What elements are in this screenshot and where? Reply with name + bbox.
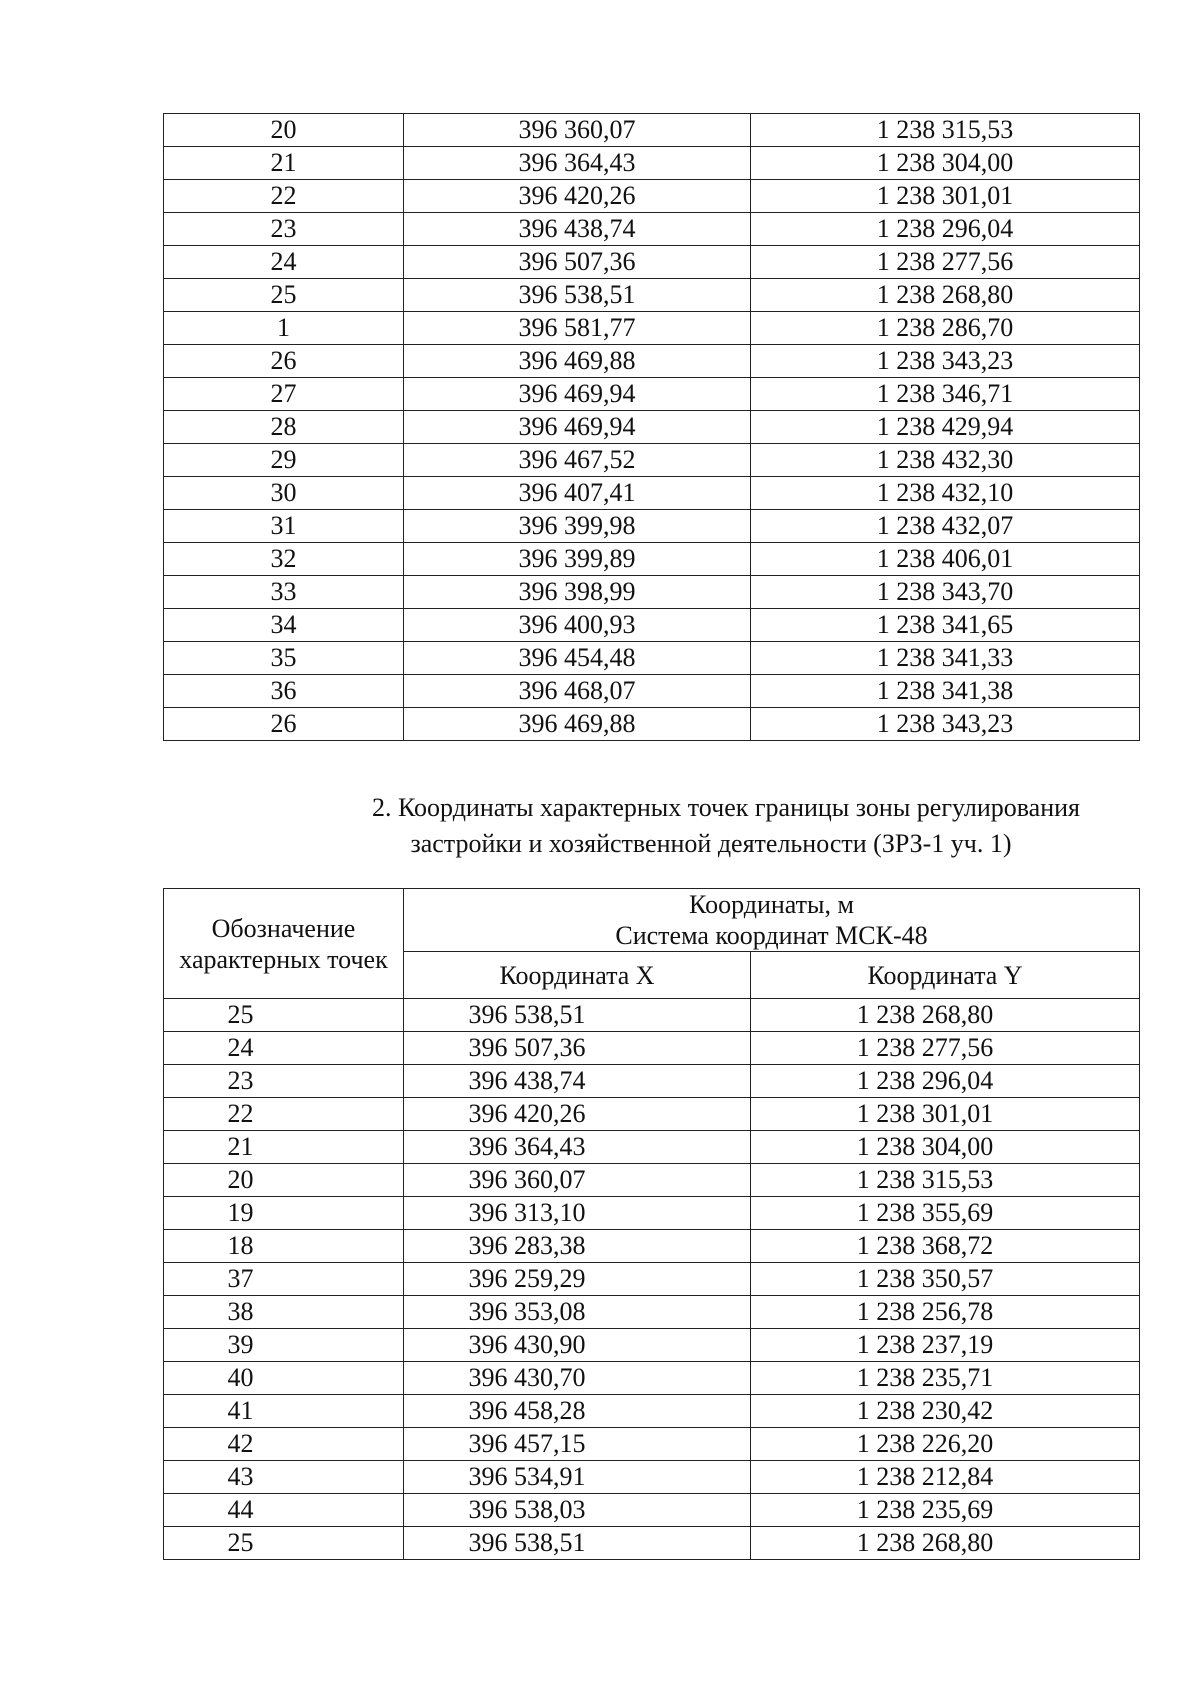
point-number: 23	[164, 1065, 404, 1098]
coordinate-y: 1 238 315,53	[751, 114, 1140, 147]
coordinate-x: 396 467,52	[404, 444, 751, 477]
point-number: 42	[164, 1428, 404, 1461]
point-number: 40	[164, 1362, 404, 1395]
coordinate-x: 396 538,51	[404, 999, 751, 1032]
coordinate-y: 1 238 230,42	[751, 1395, 1140, 1428]
coordinate-y: 1 238 343,70	[751, 576, 1140, 609]
coordinate-x: 396 398,99	[404, 576, 751, 609]
table-row	[164, 279, 1140, 312]
coordinate-y: 1 238 432,07	[751, 510, 1140, 543]
table-row	[164, 477, 1140, 510]
table-row	[164, 1395, 1140, 1428]
coordinate-y: 1 238 296,04	[751, 1065, 1140, 1098]
table-row	[164, 1032, 1140, 1065]
section-2-title-line-2: застройки и хозяйственной деятельности (ЗРЗ-1 уч. 1)	[410, 829, 1012, 858]
point-number: 22	[164, 180, 404, 213]
coordinate-y: 1 238 341,33	[751, 642, 1140, 675]
point-number: 21	[164, 147, 404, 180]
coordinate-x: 396 538,51	[404, 279, 751, 312]
point-number: 28	[164, 411, 404, 444]
point-number: 1	[164, 312, 404, 345]
table-row	[164, 999, 1140, 1032]
coordinate-x: 396 430,70	[404, 1362, 751, 1395]
coordinate-y: 1 238 341,65	[751, 609, 1140, 642]
point-number: 26	[164, 345, 404, 378]
table-row	[164, 114, 1140, 147]
coordinate-y: 1 238 429,94	[751, 411, 1140, 444]
header-coordinates	[404, 889, 1140, 952]
coordinate-x: 396 507,36	[404, 246, 751, 279]
coordinate-x: 396 468,07	[404, 675, 751, 708]
coordinate-x: 396 399,98	[404, 510, 751, 543]
point-number: 24	[164, 246, 404, 279]
coordinate-y: 1 238 432,30	[751, 444, 1140, 477]
point-number: 25	[164, 1527, 404, 1560]
coordinate-x: 396 538,03	[404, 1494, 751, 1527]
coordinate-x: 396 438,74	[404, 213, 751, 246]
point-number: 39	[164, 1329, 404, 1362]
point-number: 36	[164, 675, 404, 708]
table-row	[164, 1296, 1140, 1329]
coordinate-y: 1 238 256,78	[751, 1296, 1140, 1329]
coordinate-y: 1 238 304,00	[751, 1131, 1140, 1164]
coordinate-y: 1 238 277,56	[751, 1032, 1140, 1065]
coordinate-x: 396 353,08	[404, 1296, 751, 1329]
coordinate-x: 396 400,93	[404, 609, 751, 642]
coordinate-y: 1 238 368,72	[751, 1230, 1140, 1263]
coordinate-y: 1 238 304,00	[751, 147, 1140, 180]
table-row	[164, 1494, 1140, 1527]
coordinate-y: 1 238 268,80	[751, 279, 1140, 312]
table-row	[164, 1164, 1140, 1197]
coordinate-x: 396 469,88	[404, 708, 751, 741]
coordinate-x: 396 534,91	[404, 1461, 751, 1494]
point-number: 19	[164, 1197, 404, 1230]
zrz-coordinates-table	[163, 888, 1140, 1560]
coordinate-x: 396 469,94	[404, 378, 751, 411]
table-row	[164, 1230, 1140, 1263]
table-row	[164, 411, 1140, 444]
section-2-title	[163, 790, 1139, 862]
table-row	[164, 543, 1140, 576]
coordinate-x: 396 430,90	[404, 1329, 751, 1362]
point-number: 29	[164, 444, 404, 477]
coordinate-y: 1 238 315,53	[751, 1164, 1140, 1197]
point-number: 25	[164, 999, 404, 1032]
coordinate-x: 396 438,74	[404, 1065, 751, 1098]
table-row	[164, 312, 1140, 345]
point-number: 33	[164, 576, 404, 609]
coordinate-y: 1 238 277,56	[751, 246, 1140, 279]
point-number: 31	[164, 510, 404, 543]
point-number: 20	[164, 114, 404, 147]
table-row	[164, 675, 1140, 708]
point-number: 22	[164, 1098, 404, 1131]
table-row	[164, 378, 1140, 411]
header-x: Координата X	[404, 952, 751, 999]
table-row	[164, 213, 1140, 246]
coordinate-x: 396 364,43	[404, 147, 751, 180]
table-row	[164, 1428, 1140, 1461]
coordinate-x: 396 581,77	[404, 312, 751, 345]
coordinate-x: 396 360,07	[404, 114, 751, 147]
coordinate-x: 396 407,41	[404, 477, 751, 510]
table-row	[164, 708, 1140, 741]
coordinate-x: 396 458,28	[404, 1395, 751, 1428]
coordinate-x: 396 313,10	[404, 1197, 751, 1230]
coordinate-x: 396 538,51	[404, 1527, 751, 1560]
table-row	[164, 345, 1140, 378]
coordinate-y: 1 238 301,01	[751, 180, 1140, 213]
coordinate-y: 1 238 237,19	[751, 1329, 1140, 1362]
header-y: Координата Y	[751, 952, 1140, 999]
point-number: 44	[164, 1494, 404, 1527]
point-number: 41	[164, 1395, 404, 1428]
table-row	[164, 609, 1140, 642]
coordinate-x: 396 457,15	[404, 1428, 751, 1461]
table-row	[164, 444, 1140, 477]
coordinate-y: 1 238 235,71	[751, 1362, 1140, 1395]
table-row	[164, 642, 1140, 675]
coordinate-y: 1 238 343,23	[751, 345, 1140, 378]
point-number: 25	[164, 279, 404, 312]
coordinate-x: 396 420,26	[404, 1098, 751, 1131]
coordinate-y: 1 238 346,71	[751, 378, 1140, 411]
coordinate-x: 396 283,38	[404, 1230, 751, 1263]
coordinate-y: 1 238 355,69	[751, 1197, 1140, 1230]
table-row	[164, 1329, 1140, 1362]
table-row	[164, 1098, 1140, 1131]
coordinate-x: 396 259,29	[404, 1263, 751, 1296]
coordinate-y: 1 238 343,23	[751, 708, 1140, 741]
coordinate-y: 1 238 406,01	[751, 543, 1140, 576]
header-points: Обозначение характерных точек	[164, 889, 404, 999]
point-number: 38	[164, 1296, 404, 1329]
coordinate-x: 396 420,26	[404, 180, 751, 213]
coordinate-x: 396 399,89	[404, 543, 751, 576]
table2-body	[164, 999, 1140, 1560]
table-row	[164, 1461, 1140, 1494]
coordinate-y: 1 238 350,57	[751, 1263, 1140, 1296]
table-row	[164, 576, 1140, 609]
table-row	[164, 1527, 1140, 1560]
coordinate-x: 396 507,36	[404, 1032, 751, 1065]
section-2-title-line-1: 2. Координаты характерных точек границы зоны регулирования	[372, 793, 1080, 822]
coordinate-y: 1 238 432,10	[751, 477, 1140, 510]
coordinate-x: 396 454,48	[404, 642, 751, 675]
coordinate-y: 1 238 301,01	[751, 1098, 1140, 1131]
coordinate-y: 1 238 226,20	[751, 1428, 1140, 1461]
coordinate-y: 1 238 341,38	[751, 675, 1140, 708]
coordinate-y: 1 238 286,70	[751, 312, 1140, 345]
point-number: 30	[164, 477, 404, 510]
point-number: 37	[164, 1263, 404, 1296]
coordinate-y: 1 238 296,04	[751, 213, 1140, 246]
table-row	[164, 1362, 1140, 1395]
point-number: 32	[164, 543, 404, 576]
table-row	[164, 147, 1140, 180]
coordinate-x: 396 469,94	[404, 411, 751, 444]
point-number: 34	[164, 609, 404, 642]
header-coordinates-line-2: Система координат МСК-48	[615, 921, 928, 950]
table-row	[164, 1065, 1140, 1098]
table-row	[164, 1131, 1140, 1164]
coordinate-y: 1 238 268,80	[751, 999, 1140, 1032]
table-row	[164, 1263, 1140, 1296]
table-row	[164, 510, 1140, 543]
table1-body	[164, 114, 1140, 741]
table-row	[164, 246, 1140, 279]
point-number: 18	[164, 1230, 404, 1263]
coordinate-y: 1 238 212,84	[751, 1461, 1140, 1494]
point-number: 24	[164, 1032, 404, 1065]
point-number: 20	[164, 1164, 404, 1197]
coordinate-x: 396 469,88	[404, 345, 751, 378]
point-number: 43	[164, 1461, 404, 1494]
point-number: 26	[164, 708, 404, 741]
coordinates-table-continued	[163, 113, 1140, 741]
table-row	[164, 180, 1140, 213]
coordinate-x: 396 360,07	[404, 1164, 751, 1197]
table-row	[164, 1197, 1140, 1230]
point-number: 23	[164, 213, 404, 246]
point-number: 27	[164, 378, 404, 411]
point-number: 35	[164, 642, 404, 675]
coordinate-x: 396 364,43	[404, 1131, 751, 1164]
point-number: 21	[164, 1131, 404, 1164]
coordinate-y: 1 238 268,80	[751, 1527, 1140, 1560]
header-coordinates-line-1: Координаты, м	[689, 890, 854, 919]
coordinate-y: 1 238 235,69	[751, 1494, 1140, 1527]
